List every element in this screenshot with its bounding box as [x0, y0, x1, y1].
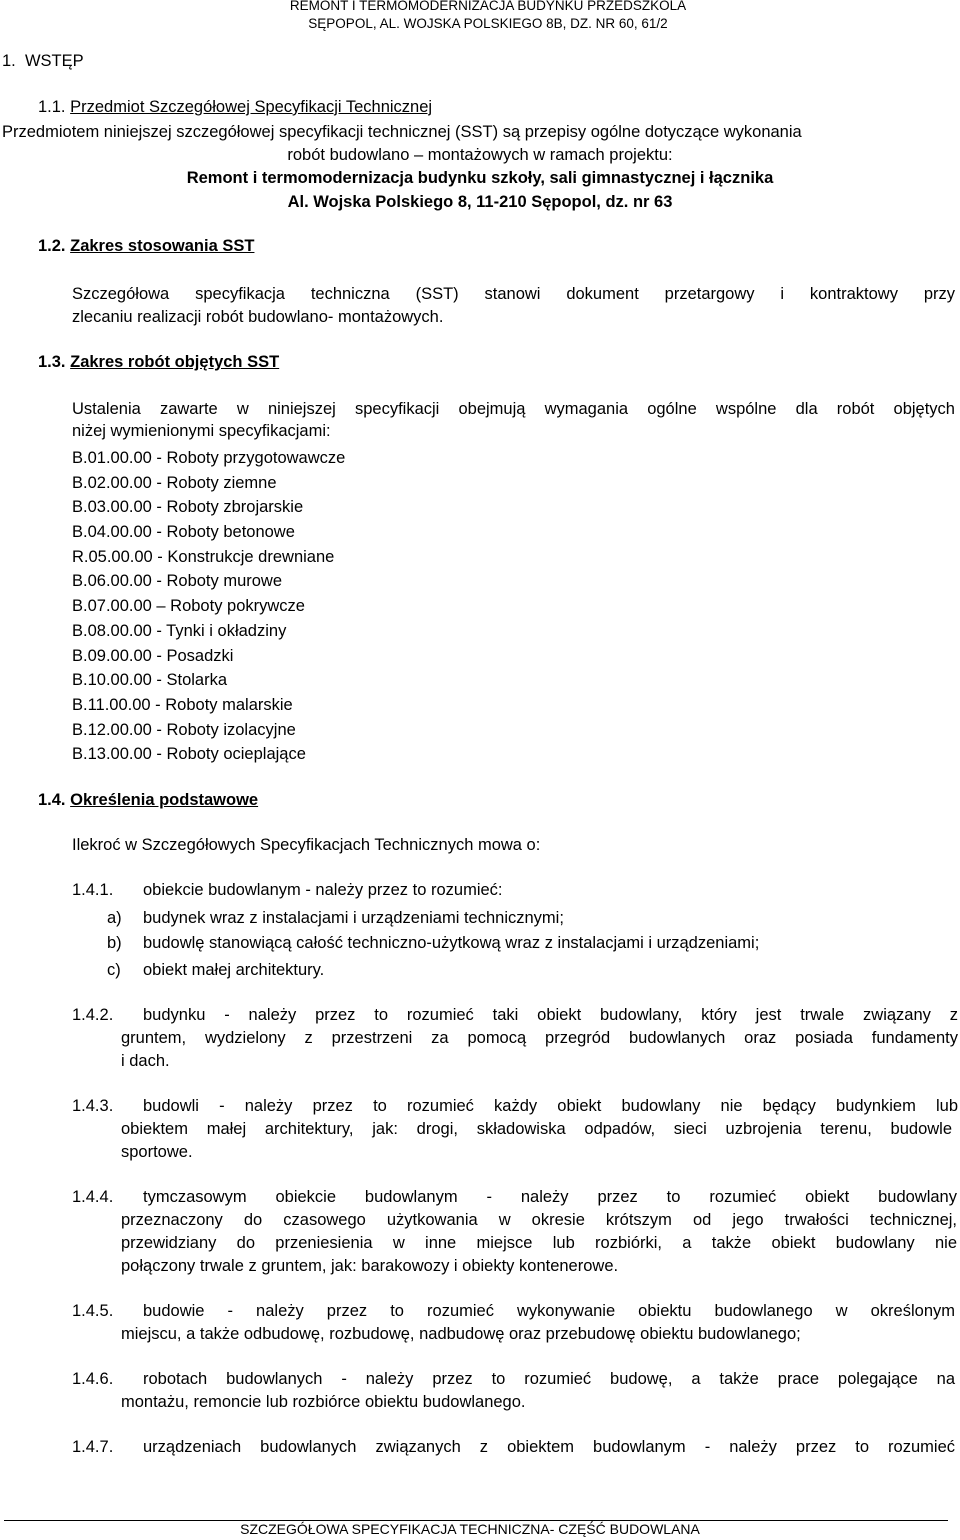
section-1-heading: [2, 52, 84, 71]
header-line-2: SĘPOPOL, AL. WOJSKA POLSKIEGO 8B, DZ. NR 60, 61/2: [308, 16, 668, 31]
list-item: budynek wraz z instalacjami i urządzeniami technicznymi;: [143, 909, 564, 927]
list-item: budowlę stanowiącą całość techniczno-użytkową wraz z instalacjami i urządzeniami;: [143, 934, 760, 952]
paragraph-line: Przedmiotem niniejszej szczegółowej specyfikacji technicznej (SST) są przepisy ogólne dotyczące wykonania: [2, 123, 802, 141]
definition-text: przeznaczony do czasowego użytkowania w okresie krótszym od jego trwałości technicznej,: [121, 1211, 957, 1229]
definition-text: gruntem, wydzielony z przestrzeni za pomocą przegród budowlanych oraz posiada fundamenty: [121, 1029, 958, 1047]
list-label: c): [107, 961, 121, 979]
list-item: B.04.00.00 - Roboty betonowe: [72, 523, 295, 542]
paragraph-line: Szczegółowa specyfikacja techniczna (SST) stanowi dokument przetargowy i kontraktowy przy: [72, 285, 955, 303]
section-1-3-heading: [38, 353, 279, 372]
definition-text: i dach.: [121, 1052, 170, 1070]
section-1-4-heading: [38, 791, 258, 810]
list-item: B.02.00.00 - Roboty ziemne: [72, 473, 277, 492]
section-1-1-heading: [38, 98, 432, 117]
project-title: Remont i termomodernizacja budynku szkoły, sali gimnastycznej i łącznika: [186, 169, 774, 187]
section-number: 1.: [2, 52, 16, 70]
list-item: B.01.00.00 - Roboty przygotowawcze: [72, 449, 346, 467]
definition-text: montażu, remoncie lub rozbiórce obiektu budowlanego.: [121, 1393, 526, 1411]
spec-list: [72, 446, 345, 767]
definition-text: obiekcie budowlanym - należy przez to rozumieć:: [143, 881, 503, 899]
definition-number: 1.4.4.: [72, 1188, 114, 1206]
definition-text: przewidziany do przeniesienia w inne miejsce lub rozbiórki, a także obiekt budowlany nie: [121, 1234, 957, 1252]
definition-number: 1.4.1.: [72, 881, 114, 899]
definition-text: sportowe.: [121, 1143, 193, 1161]
project-address: Al. Wojska Polskiego 8, 11-210 Sępopol, dz. nr 63: [287, 193, 673, 211]
definition-number: 1.4.3.: [72, 1097, 114, 1115]
list-item: B.06.00.00 - Roboty murowe: [72, 572, 283, 591]
definition-text: robotach budowlanych - należy przez to rozumieć budowę, a także prace polegające na: [143, 1370, 955, 1388]
section-number: 1.4.: [38, 791, 66, 809]
definition-text: urządzeniach budowlanych związanych z obiektem budowlanym - należy przez to rozumieć: [143, 1438, 955, 1456]
section-1-2-heading: [38, 237, 254, 256]
list-item: B.09.00.00 - Posadzki: [72, 646, 234, 665]
paragraph-line: Ustalenia zawarte w niniejszej specyfikacji obejmują wymagania ogólne wspólne dla robót objętych: [72, 400, 955, 418]
section-number: 1.1.: [38, 98, 66, 116]
list-item: B.07.00.00 – Roboty pokrywcze: [72, 597, 305, 616]
section-title: WSTĘP: [24, 52, 84, 70]
header-line-1: REMONT I TERMOMODERNIZACJA BUDYNKU PRZEDSZKOLA: [289, 0, 687, 13]
definition-number: 1.4.7.: [72, 1438, 114, 1456]
list-item: B.03.00.00 - Roboty zbrojarskie: [72, 498, 304, 517]
section-title: Przedmiot Szczegółowej Specyfikacji Technicznej: [70, 98, 433, 116]
paragraph-line: robót budowlano – montażowych w ramach projektu:: [287, 146, 673, 164]
definition-number: 1.4.6.: [72, 1370, 114, 1388]
list-item: B.08.00.00 - Tynki i okładziny: [72, 621, 287, 640]
definition-text: połączony trwale z gruntem, jak: barakowozy i obiekty kontenerowe.: [121, 1257, 619, 1275]
section-title: Zakres stosowania SST: [70, 237, 255, 255]
list-label: b): [107, 934, 122, 952]
list-item: obiekt małej architektury.: [143, 961, 325, 979]
definition-text: tymczasowym obiekcie budowlanym - należy przez to rozumieć obiekt budowlany: [143, 1188, 957, 1206]
paragraph-line: niżej wymienionymi specyfikacjami:: [72, 422, 331, 440]
page-footer: SZCZEGÓŁOWA SPECYFIKACJA TECHNICZNA- CZĘŚĆ BUDOWLANA: [240, 1521, 700, 1537]
list-label: a): [107, 909, 122, 927]
definition-number: 1.4.2.: [72, 1006, 114, 1024]
list-item: B.10.00.00 - Stolarka: [72, 671, 228, 690]
paragraph-line: Ilekroć w Szczegółowych Specyfikacjach Technicznych mowa o:: [72, 836, 541, 854]
definition-text: budowie - należy przez to rozumieć wykonywanie obiektu budowlanego w określonym: [143, 1302, 955, 1320]
section-title: Zakres robót objętych SST: [70, 353, 280, 371]
list-item: B.13.00.00 - Roboty ocieplające: [72, 745, 306, 764]
definition-text: budynku - należy przez to rozumieć taki obiekt budowlany, który jest trwale związany z: [143, 1006, 958, 1024]
list-item: B.12.00.00 - Roboty izolacyjne: [72, 720, 296, 739]
definition-number: 1.4.5.: [72, 1302, 114, 1320]
section-title: Określenia podstawowe: [70, 791, 259, 809]
list-item: R.05.00.00 - Konstrukcje drewniane: [72, 547, 335, 566]
definition-text: budowli - należy przez to rozumieć każdy obiekt budowlany nie będący budynkiem lub: [143, 1097, 958, 1115]
list-item: B.11.00.00 - Roboty malarskie: [72, 695, 293, 714]
section-number: 1.2.: [38, 237, 66, 255]
section-number: 1.3.: [38, 353, 66, 371]
definition-text: miejscu, a także odbudowę, rozbudowę, nadbudowę oraz przebudowę obiektu budowlanego;: [121, 1325, 801, 1343]
definition-text: obiektem małej architektury, jak: drogi, składowiska odpadów, sieci uzbrojenia terenu, budowle: [121, 1120, 952, 1138]
paragraph-line: zlecaniu realizacji robót budowlano- montażowych.: [72, 308, 444, 326]
